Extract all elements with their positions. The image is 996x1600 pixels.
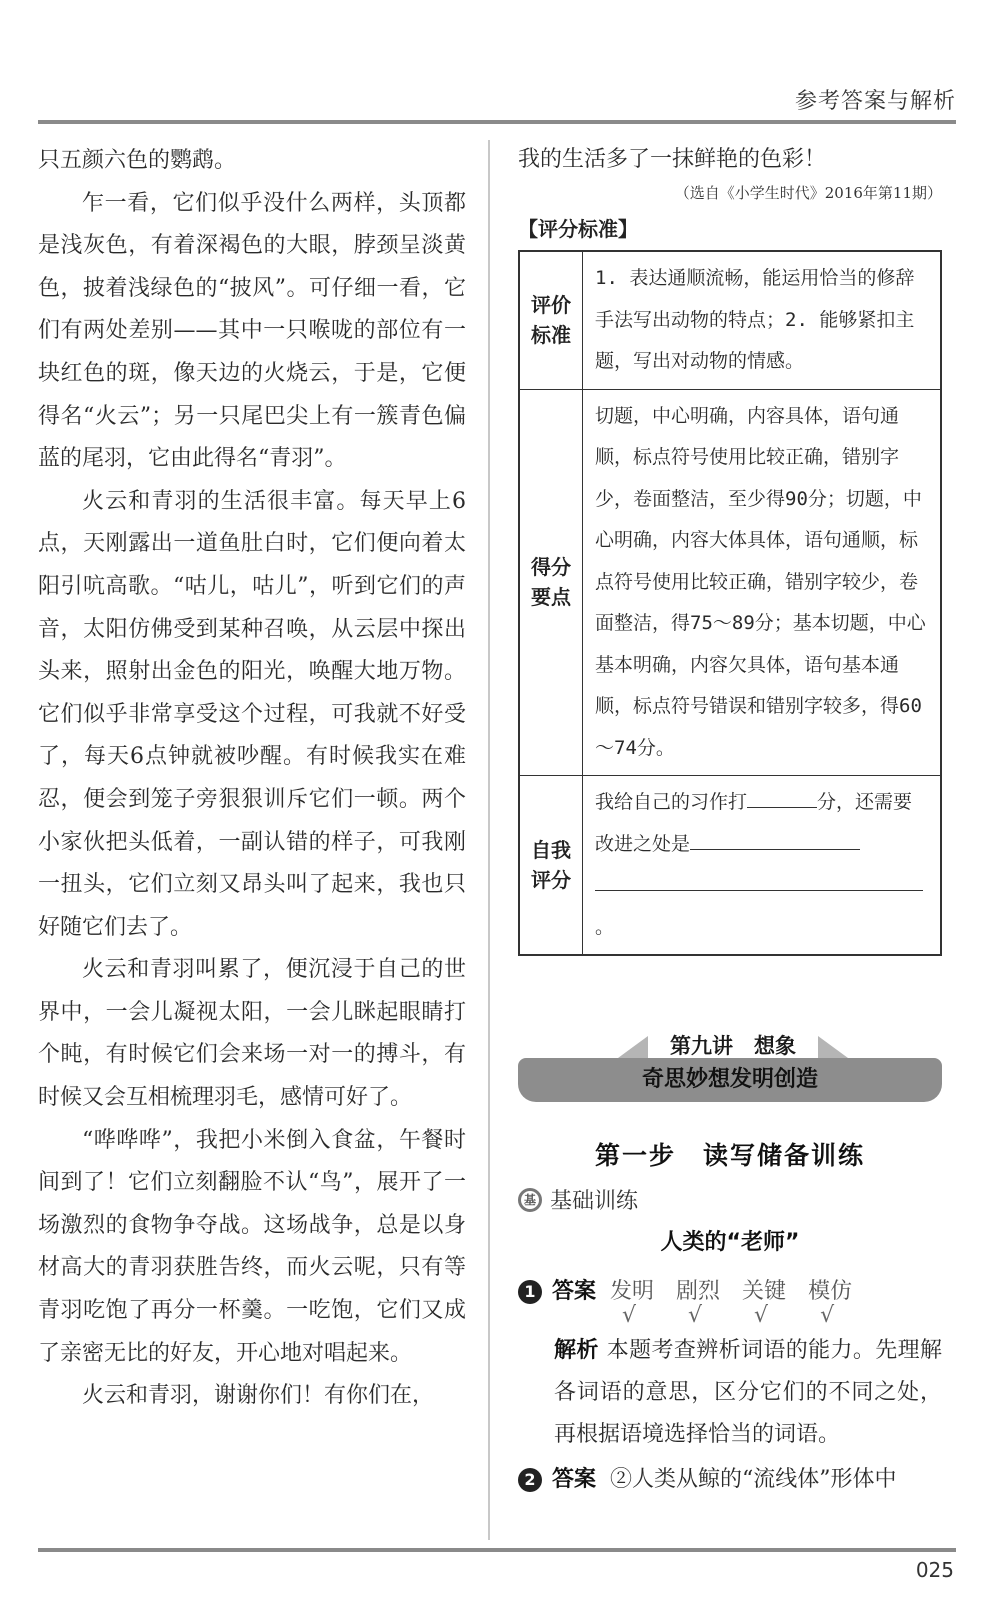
improve-blank-2[interactable] [595, 868, 923, 891]
check-icon: √ [754, 1303, 769, 1328]
closing-line: 我的生活多了一抹鲜艳的色彩！ [518, 147, 827, 172]
source-citation: （选自《小学生时代》2016年第11期） [674, 184, 942, 202]
row-content-points: 切题，中心明确，内容具体，语句通顺，标点符号使用比较正确，错别字少，卷面整洁，至少得90分；切题，中心明确，内容大体具体，语句通顺，标点符号使用比较正确，错别字较少，卷面整洁，得75～89分；基本切题，中心基本明确，内容欠具体，语句基本通顺，标点符号错误和错别字较多，得60～74分。 [583, 389, 942, 776]
row-label-criteria: 评价标准 [519, 251, 583, 389]
paragraph: 乍一看，它们似乎没什么两样，头顶都是浅灰色，有着深褐色的大眼，脖颈呈淡黄色，披着浅绿色的“披风”。可仔细一看，它们有两处差别——其中一只喉咙的部位有一块红色的斑，像天边的火烧云，于是，它便得名“火云”；另一只尾巴尖上有一簇青色偏蓝的尾羽，它由此得名“青羽”。 [38, 190, 466, 472]
answer-word: 模仿 √ [808, 1272, 852, 1312]
answer-word: 发明 √ [610, 1272, 654, 1312]
header-title: 参考答案与解析 [794, 89, 956, 114]
score-blank[interactable] [747, 785, 817, 808]
question-number: 1 [518, 1280, 542, 1304]
paragraph: “哗哗哗”，我把小米倒入食盆，午餐时间到了！它们立刻翻脸不认“鸟”，展开了一场激烈的食物争夺战。这场战争，总是以身材高大的青羽获胜告终，而火云呢，只有等青羽吃饱了再分一杯羹。一吃饱，它们又成了亲密无比的好友，开心地对唱起来。 [38, 1127, 466, 1366]
article-title: 人类的“老师” [660, 1230, 800, 1255]
basic-training-text: 基础训练 [550, 1189, 639, 1214]
question-2-answer [518, 1460, 942, 1500]
improve-blank-1[interactable] [690, 827, 860, 850]
analysis-label: 解析 [554, 1338, 599, 1363]
row-label-points: 得分要点 [519, 389, 583, 776]
right-column [518, 140, 942, 1500]
question-1-analysis [554, 1330, 942, 1456]
column-divider [488, 140, 490, 1540]
lecture-title: 第九讲 想象 [618, 1030, 848, 1062]
row-label-self: 自我评分 [519, 776, 583, 956]
paragraph: 火云和青羽，谢谢你们！有你们在， [82, 1383, 435, 1409]
answer-word: 关键 √ [742, 1272, 786, 1312]
answer-text: ②人类从鲸的“流线体”形体中 [610, 1467, 897, 1492]
header-rule [38, 120, 956, 124]
left-column [38, 140, 466, 1418]
page-number: 025 [915, 1558, 954, 1582]
self-score-text: 我给自己的习作打 [595, 791, 748, 813]
row-content-criteria: 1. 表达通顺流畅，能运用恰当的修辞手法写出动物的特点；2. 能够紧扣主题，写出对动物的情感。 [583, 251, 942, 389]
lecture-banner [518, 1030, 942, 1110]
check-icon: √ [820, 1303, 835, 1328]
analysis-text: 本题考查辨析词语的能力。先理解各词语的意思，区分它们的不同之处，再根据语境选择恰当的词语。 [554, 1338, 942, 1447]
paragraph: 只五颜六色的鹦鹉。 [38, 148, 237, 173]
paragraph: 火云和青羽的生活很丰富。每天早上6点，天刚露出一道鱼肚白时，它们便向着太阳引吭高歌。“咕儿，咕儿”，听到它们的声音，太阳仿佛受到某种召唤，从云层中探出头来，照射出金色的阳光，唤醒大地万物。它们似乎非常享受这个过程，可我就不好受了，每天6点钟就被吵醒。有时候我实在难忍，便会到笼子旁狠狠训斥它们一顿。两个小家伙把头低着，一副认错的样子，可我刚一扭头，它们立刻又昂头叫了起来，我也只好随它们去了。 [38, 488, 466, 940]
lecture-subtitle: 奇思妙想发明创造 [518, 1058, 942, 1102]
row-content-self [583, 776, 942, 956]
paragraph: 火云和青羽叫累了，便沉浸于自己的世界中，一会儿凝视太阳，一会儿眯起眼睛打个盹，有时候它们会来场一对一的搏斗，有时候又会互相梳理羽毛，感情可好了。 [38, 957, 466, 1111]
table-row [519, 389, 941, 776]
question-number: 2 [518, 1468, 542, 1492]
footer-rule [38, 1548, 956, 1552]
end-punct: 。 [595, 915, 615, 938]
score-criteria-title: 【评分标准】 [518, 217, 638, 241]
check-icon: √ [688, 1303, 703, 1328]
table-row [519, 251, 941, 389]
self-improve-text: 分，还需要改进之处是 [595, 791, 913, 855]
basic-training-label [518, 1184, 942, 1215]
page-header [0, 80, 956, 112]
answer-label: 答案 [552, 1279, 597, 1304]
question-1-answer [518, 1272, 942, 1328]
score-table [518, 250, 942, 956]
answer-label: 答案 [552, 1467, 597, 1492]
table-row [519, 776, 941, 956]
step-title: 第一步 读写储备训练 [594, 1141, 865, 1170]
answer-word: 剧烈 √ [676, 1272, 720, 1312]
check-icon: √ [622, 1303, 637, 1328]
basic-training-icon: 基 [518, 1188, 542, 1212]
